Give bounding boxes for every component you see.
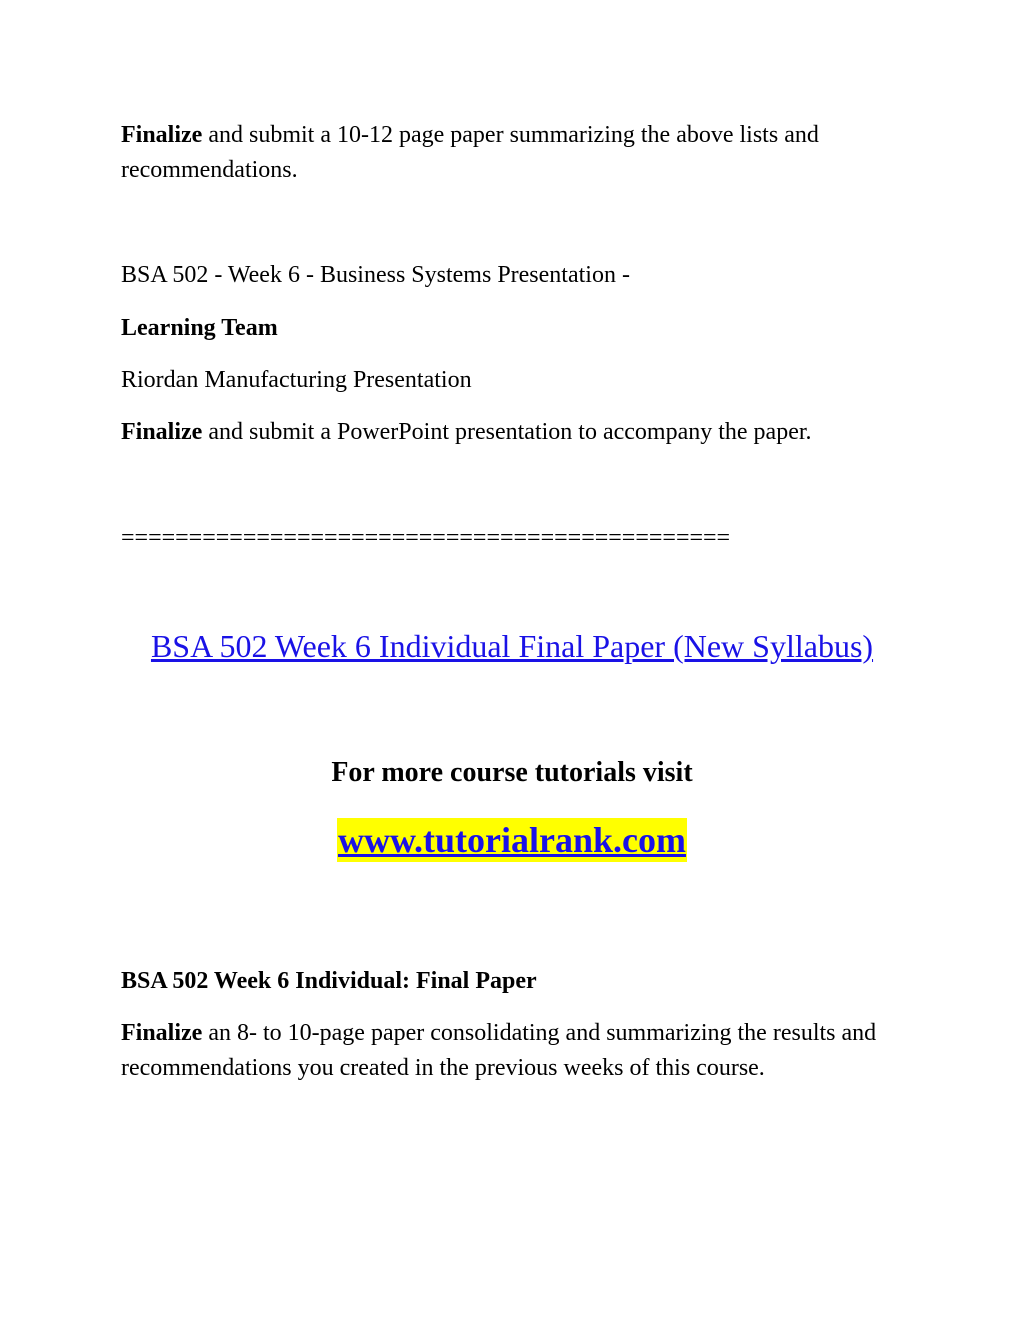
presentation-instruction-text: and submit a PowerPoint presentation to accompany the paper. <box>202 419 812 445</box>
final-paper-instruction <box>121 1016 911 1086</box>
presentation-instruction <box>121 415 911 450</box>
presentation-subtitle: Riordan Manufacturing Presentation <box>121 367 472 393</box>
learning-team-label: Learning Team <box>121 315 278 341</box>
presentation-heading: BSA 502 - Week 6 - Business Systems Presentation - <box>121 262 630 288</box>
course-title-link[interactable]: BSA 502 Week 6 Individual Final Paper (New Syllabus) <box>150 628 874 664</box>
divider-line: ============================================= <box>121 525 731 551</box>
course-link-row <box>0 626 1024 666</box>
site-link-row <box>0 818 1024 862</box>
top-paragraph-lead: Finalize <box>121 122 203 148</box>
promo-title: For more course tutorials visit <box>331 757 693 788</box>
final-paper-instruction-text: an 8- to 10-page paper consolidating and summarizing the results and recommendations you created in the previous weeks of this course. <box>121 1020 877 1081</box>
final-paper-instruction-lead: Finalize <box>121 1020 203 1046</box>
presentation-instruction-lead: Finalize <box>121 419 203 445</box>
final-paper-heading: BSA 502 Week 6 Individual: Final Paper <box>121 968 537 994</box>
site-link[interactable]: www.tutorialrank.com <box>338 820 686 860</box>
top-paragraph-text: and submit a 10-12 page paper summarizing the above lists and recommendations. <box>121 122 819 183</box>
top-paragraph <box>121 118 911 188</box>
